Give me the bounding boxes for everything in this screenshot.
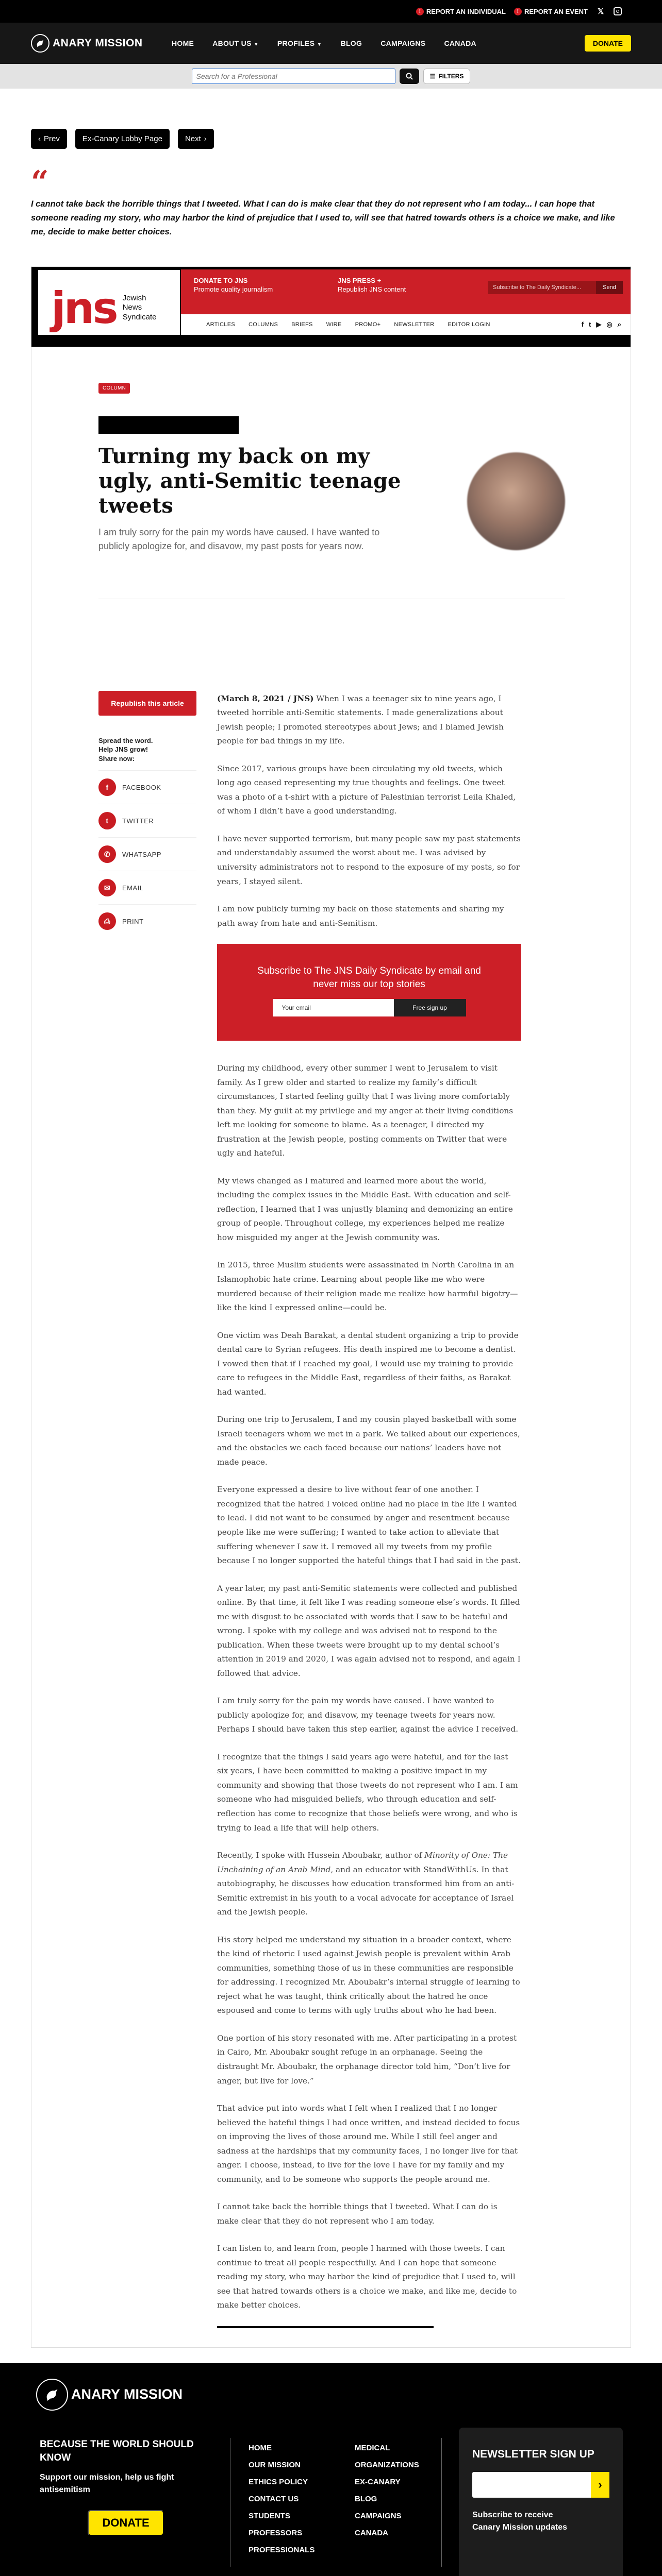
footer-tagline: BECAUSE THE WORLD SHOULD KNOW [40, 2438, 194, 2464]
search-icon: ⌕ [617, 320, 621, 328]
footer-link[interactable]: MEDICAL [355, 2443, 390, 2452]
lobby-button[interactable]: Ex-Canary Lobby Page [75, 129, 170, 149]
quote-icon: “ [31, 164, 49, 200]
paragraph: I have never supported terrorism, but many people saw my past statements and understandably assumed the worst about me. I was advised by university administrators not to respond to the exposure of my posts, so for years, I stayed silent. [217, 834, 521, 886]
jns-header [31, 267, 631, 347]
print-icon: ⎙ [98, 912, 116, 930]
jns-menu-item: PROMO+ [355, 321, 381, 328]
share-whatsapp: ✆ WHATSAPP [98, 837, 196, 871]
nav-about-us[interactable]: ABOUT US ▼ [212, 39, 259, 47]
nav-home[interactable]: HOME [172, 39, 194, 47]
chevron-left-icon: ‹ [38, 134, 41, 143]
jns-subscribe-box: Subscribe to The JNS Daily Syndicate by email and never miss our top stories Your email Free sign up [217, 944, 521, 1041]
next-button[interactable]: Next › [178, 129, 214, 149]
nav-canada[interactable]: CANADA [444, 39, 476, 47]
republish-button: Republish this article [98, 691, 196, 716]
canary-bird-icon [589, 2573, 614, 2576]
chevron-down-icon: ▼ [253, 42, 259, 47]
jns-banner: DONATE TO JNS Promote quality journalism JNS PRESS + Republish JNS content Subscribe to The Daily Syndicate... Send [181, 269, 631, 314]
paragraph: During one trip to Jerusalem, I and my cousin played basketball with some Israeli teenagers whom we met in a park. We talked about our experiences, and the obstacles we each faced because our nations’ leaders have not made peace. [217, 1415, 520, 1467]
donate-button[interactable]: DONATE [585, 35, 631, 52]
footer-link[interactable]: ETHICS POLICY [249, 2477, 308, 2486]
jns-send-button: Send [596, 281, 623, 294]
report-individual-link[interactable]: ! REPORT AN INDIVIDUAL [416, 8, 506, 15]
instagram-icon[interactable] [614, 7, 622, 15]
subscribe-button: Free sign up [394, 999, 466, 1016]
report-event-link[interactable]: ! REPORT AN EVENT [514, 8, 588, 15]
filters-button[interactable]: ☰ FILTERS [423, 69, 471, 84]
search-icon [406, 73, 413, 80]
article-deck: I am truly sorry for the pain my words have caused. I have wanted to publicly apologize for, and disavow, my past posts for years now. [98, 527, 380, 551]
jns-menu-item: NEWSLETTER [394, 321, 435, 328]
nav-campaigns[interactable]: CAMPAIGNS [380, 39, 426, 47]
chevron-right-icon: › [204, 134, 207, 143]
paragraph: My views changed as I matured and learned more about the world, including the complex issues in the Middle East. With education and self-reflection, I learned that I was unjustly blaming and demonizing an entire group of people. Throughout college, my experiences helped me realize how misguided my anger at the Jewish community was. [217, 1176, 513, 1242]
footer-link[interactable]: ORGANIZATIONS [355, 2460, 419, 2469]
chevron-down-icon: ▼ [317, 42, 322, 47]
instagram-icon: ◎ [606, 320, 613, 328]
footer-links-1 [249, 2439, 315, 2558]
subscribe-email-field: Your email [273, 999, 394, 1016]
newsletter-submit-arrow-icon[interactable]: › [591, 2472, 609, 2498]
footer-link[interactable]: CONTACT US [249, 2494, 299, 2503]
nav-blog[interactable]: BLOG [340, 39, 362, 47]
footer-link[interactable]: OUR MISSION [249, 2460, 301, 2469]
paragraph: A year later, my past anti-Semitic statements were collected and published online. By that time, it felt like I was reading someone else’s words. It filled me with disgust to be associated with words that I saw to be hateful and wrong. I spoke with my college and was advised not to respond to the publication. When these tweets were brought up to my dental school’s attention in 2019 and 2020, I was again advised not to respond, and again I followed that advice. [217, 1583, 521, 1678]
newsletter-email-input[interactable] [472, 2472, 591, 2498]
column-tag: COLUMN [98, 383, 130, 394]
jns-menu-item: EDITOR LOGIN [448, 321, 490, 328]
footer-link[interactable]: STUDENTS [249, 2511, 290, 2520]
article-screenshot [31, 266, 631, 2348]
x-icon[interactable]: 𝕏 [597, 7, 604, 16]
footer-support-text: Support our mission, help us fight antisemitism [40, 2472, 174, 2494]
paragraph: In 2015, three Muslim students were assassinated in North Carolina in an Islamophobic hate crime. Learning about people like me who were murdered because of their religion made me realize how harmful bigotry—like the kind I expressed online—could be. [217, 1260, 518, 1313]
article-title: Turning my back on my ugly, anti-Semitic teenage tweets [98, 444, 401, 518]
paragraph: I cannot take back the horrible things that I tweeted. What I can do is make clear that they do not represent who I am today. [217, 2202, 498, 2226]
article [98, 383, 565, 2310]
share-print: ⎙ PRINT [98, 904, 196, 938]
jns-menu-item: COLUMNS [249, 321, 278, 328]
jns-logo: jns Jewish News Syndicate [38, 269, 180, 347]
search-bar [0, 64, 662, 89]
facebook-icon: f [581, 320, 584, 328]
profile-pager [0, 129, 662, 149]
paragraph: Since 2017, various groups have been circulating my old tweets, which long ago ceased representing my true thoughts and feelings. One tweet was a photo of a t-shirt with a picture of Palestinian terrorist Leila Khaled, of whom I didn’t have a good understanding. [217, 764, 516, 816]
footer-donate-button[interactable]: DONATE [88, 2510, 164, 2536]
twitter-icon: t [98, 812, 116, 829]
jns-menu [181, 314, 631, 335]
paragraph: His story helped me understand my situation in a broader context, where the kind of rhetoric I used against Jewish people is prevalent within Arab communities, something those of us in these communities are responsible for addressing. I recognized Mr. Aboubakr’s internal struggle of learning to reject what he was taught, think critically about the hatred he once espoused and come to terms with ugly truths about who he had been. [217, 1935, 520, 2015]
search-input[interactable] [192, 69, 395, 84]
share-column [98, 691, 196, 938]
canary-bird-icon [36, 2379, 68, 2411]
paragraph: Recently, I spoke with Hussein Aboubakr, author of Minority of One: The Unchaining of an Arab Mind, and an educator with StandWithUs. In that autobiography, he discusses how education transformed him from an anti-Semitic extremist in his youth to a vocal advocate for acceptance of Israel and the Jewish people. [217, 1851, 515, 1917]
newsletter-signup: NEWSLETTER SIGN UP › Subscribe to receive Canary Mission updates [459, 2428, 623, 2576]
top-bar [0, 0, 662, 23]
spread-text: Spread the word. Help JNS grow! Share now: [98, 736, 153, 762]
share-email: ✉ EMAIL [98, 871, 196, 904]
canary-bird-icon [31, 34, 49, 53]
email-icon: ✉ [98, 879, 116, 896]
article-body [217, 692, 521, 2328]
paragraph: One portion of his story resonated with me. After participating in a protest in Cairo, Mr. Aboubakr sought refuge in an orphanage. Seeing the distraught Mr. Aboubakr, the orphanage director told him, “Don’t live for anger, but live for love.” [217, 2033, 517, 2086]
paragraph: I recognize that the things I said years ago were hateful, and for the last six years, I have been committed to making a positive impact in my community and showing that those tweets do not represent who I am. I am someone who had misguided beliefs, who through education and self-reflection has come to recognize that those beliefs were wrong, and who is trying to lead a life that will help others. [217, 1752, 518, 1833]
share-twitter: t TWITTER [98, 804, 196, 837]
footer-link[interactable]: PROFESSIONALS [249, 2545, 315, 2554]
quote-text: I cannot take back the horrible things that I tweeted. What I can do is make clear that they do not represent who I am today... I can hope that someone reading my story, who may harbor the kind of prejudice that I used to, will see that hatred towards others is a choice we make, and like me, decide to make better choices. [31, 199, 615, 237]
footer-links-2 [355, 2439, 419, 2541]
paragraph: Everyone expressed a desire to live without fear of one another. I recognized that the hatred I voiced online had no place in the life I wanted to lead. I did not want to be consumed by anger and resentment because people like me were suffering; I wanted to take action to alleviate that suffering whenever I saw it. I removed all my tweets from my profile because I no longer supported the hateful things that I had said in the past. [217, 1485, 521, 1566]
paragraph: During my childhood, every other summer I went to Jerusalem to visit family. As I grew older and started to realize my family’s difficult circumstances, I started feeling guilty that I was living more comfortably than they. My guilt at my privilege and my anger at their living conditions left me looking for someone to blame. As a teenager, I directed my frustration at the Jewish people, posting comments on Twitter that were ugly and hateful. [217, 1063, 514, 1158]
redacted-author [98, 416, 239, 434]
footer-link[interactable]: CAMPAIGNS [355, 2511, 402, 2520]
footer-link[interactable]: EX-CANARY [355, 2477, 401, 2486]
footer-link[interactable]: HOME [249, 2443, 272, 2452]
paragraph: I can listen to, and learn from, people I harmed with those tweets. I can continue to treat all people respectfully. And I can hope that someone reading my story, who may harbor the kind of prejudice that I used to, will see that hatred towards others is a choice we make, and like me, decide to make better choices. [217, 2244, 517, 2310]
footer-link[interactable]: PROFESSORS [249, 2528, 303, 2537]
youtube-icon: ▶ [596, 320, 602, 328]
jns-menu-item: BRIEFS [291, 321, 313, 328]
twitter-icon: t [589, 320, 591, 328]
footer [0, 2363, 662, 2576]
whatsapp-icon: ✆ [98, 845, 116, 863]
jns-subscribe-input: Subscribe to The Daily Syndicate... [488, 281, 596, 294]
footer-link[interactable]: CANADA [355, 2528, 388, 2537]
report-icon: ! [514, 8, 522, 15]
author-avatar-blurred [467, 452, 565, 550]
jns-menu-item: WIRE [326, 321, 342, 328]
share-facebook: f FACEBOOK [98, 770, 196, 804]
search-button[interactable] [400, 69, 419, 84]
report-icon: ! [416, 8, 424, 15]
canary-mission-logo[interactable]: ANARY MISSION [31, 34, 157, 53]
footer-link[interactable]: BLOG [355, 2494, 377, 2503]
footer-logo[interactable]: ANARY MISSION [36, 2379, 183, 2411]
paragraph: I am now publicly turning my back on those statements and sharing my path away from hate and anti-Semitism. [217, 904, 504, 928]
jns-menu-item: ARTICLES [206, 321, 235, 328]
facebook-icon: f [98, 778, 116, 796]
paragraph: I am truly sorry for the pain my words have caused. I have wanted to publicly apologize for, and disavow, my teenage tweets for years now. Perhaps I should have taken this step earlier, against the advice I received. [217, 1696, 519, 1734]
profile-quote [0, 164, 662, 240]
prev-button[interactable]: ‹ Prev [31, 129, 67, 149]
paragraph: (March 8, 2021 / JNS) When I was a teenager six to nine years ago, I tweeted horrible anti-Semitic statements. I made generalizations about Jewish people; I promoted stereotypes about Jews; and I blamed Jewish people for bad things in my life. [217, 693, 504, 746]
nav-profiles[interactable]: PROFILES ▼ [277, 39, 322, 47]
paragraph: One victim was Deah Barakat, a dental student organizing a trip to provide dental care to Syrian refugees. His death inspired me to become a dentist. I vowed then that if I reached my goal, I would use my training to provide care to refugees in the Middle East, regardless of their faiths, as Barakat had wanted. [217, 1330, 519, 1397]
filter-icon: ☰ [429, 73, 436, 80]
paragraph: That advice put into words what I felt when I realized that I no longer believed the hateful things I had once written, and instead decided to focus on improving the lives of those around me. While I still feel anger and sadness at the hardships that my community faces, I no longer live for that anger. I choose, instead, to live for the love I have for my family and my community, and to be someone who supports the people around me. [217, 2104, 520, 2184]
main-nav [0, 23, 662, 64]
